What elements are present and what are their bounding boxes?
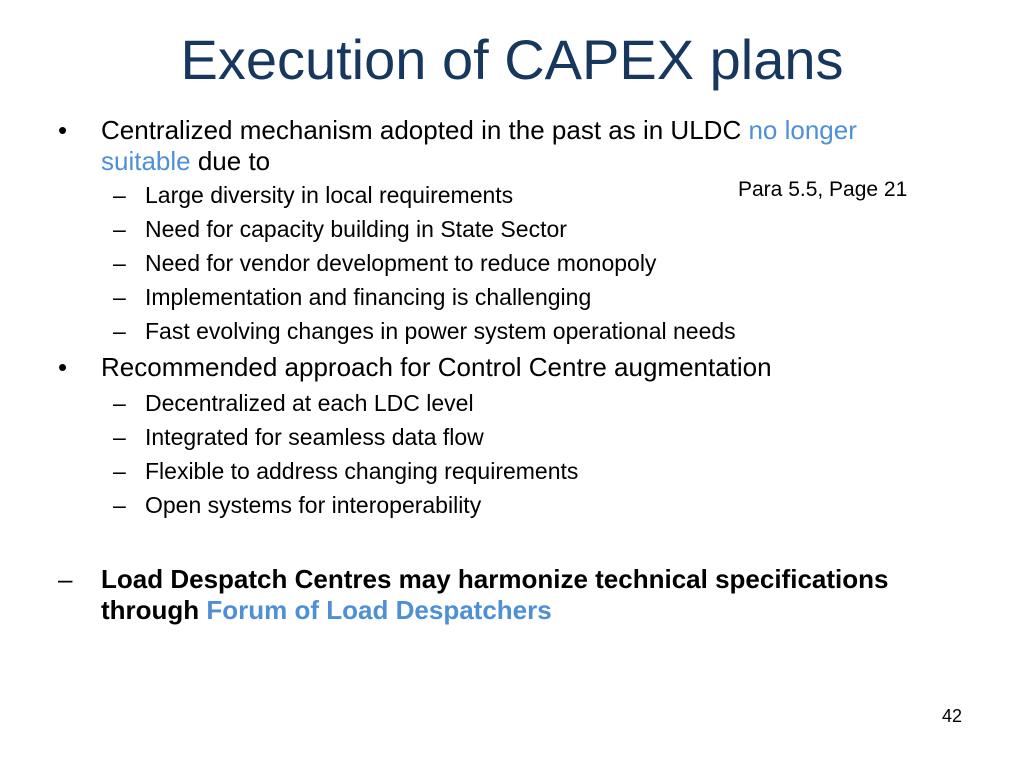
dash-marker: – [113,216,126,242]
sub-bullet-text: Integrated for seamless data flow [145,424,484,450]
bullet-text-part: due to [190,146,271,176]
conclusion-text-part: Load Despatch Centres may harmonize technical specifications through [101,564,889,625]
conclusion-text [101,564,938,626]
dash-marker: – [113,182,126,208]
dash-marker: – [113,458,126,484]
slide-title: Execution of CAPEX plans [180,28,844,91]
sub-bullet-text: Need for vendor development to reduce monopoly [145,250,657,276]
dash-marker: – [113,250,126,276]
sub-bullet-text: Flexible to address changing requirements [145,458,579,484]
sub-bullet-text: Large diversity in local requirements [145,182,514,208]
dash-marker: – [113,492,126,518]
highlight-text: Forum of Load Despatchers [206,595,552,625]
sub-bullet-text: Decentralized at each LDC level [145,390,474,416]
bullet-text [101,115,948,177]
dash-marker: – [113,318,126,344]
dash-marker: – [113,390,126,416]
dash-marker: – [113,284,126,310]
bullet-marker: • [58,352,68,382]
reference-note: Para 5.5, Page 21 [738,178,908,201]
dash-marker: – [113,424,126,450]
highlight-text: no longer suitable [101,115,857,176]
bullet-text-part: Centralized mechanism adopted in the past as in ULDC [101,115,749,145]
dash-marker: – [58,564,73,594]
bullet-marker: • [58,115,68,145]
sub-bullet-text: Need for capacity building in State Sector [145,216,567,242]
page-number: 42 [941,706,962,726]
sub-bullet-text: Implementation and financing is challenging [145,284,592,310]
sub-bullet-text: Open systems for interoperability [145,492,482,518]
bullet-text: Recommended approach for Control Centre augmentation [101,352,772,382]
sub-bullet-text: Fast evolving changes in power system operational needs [145,318,736,344]
